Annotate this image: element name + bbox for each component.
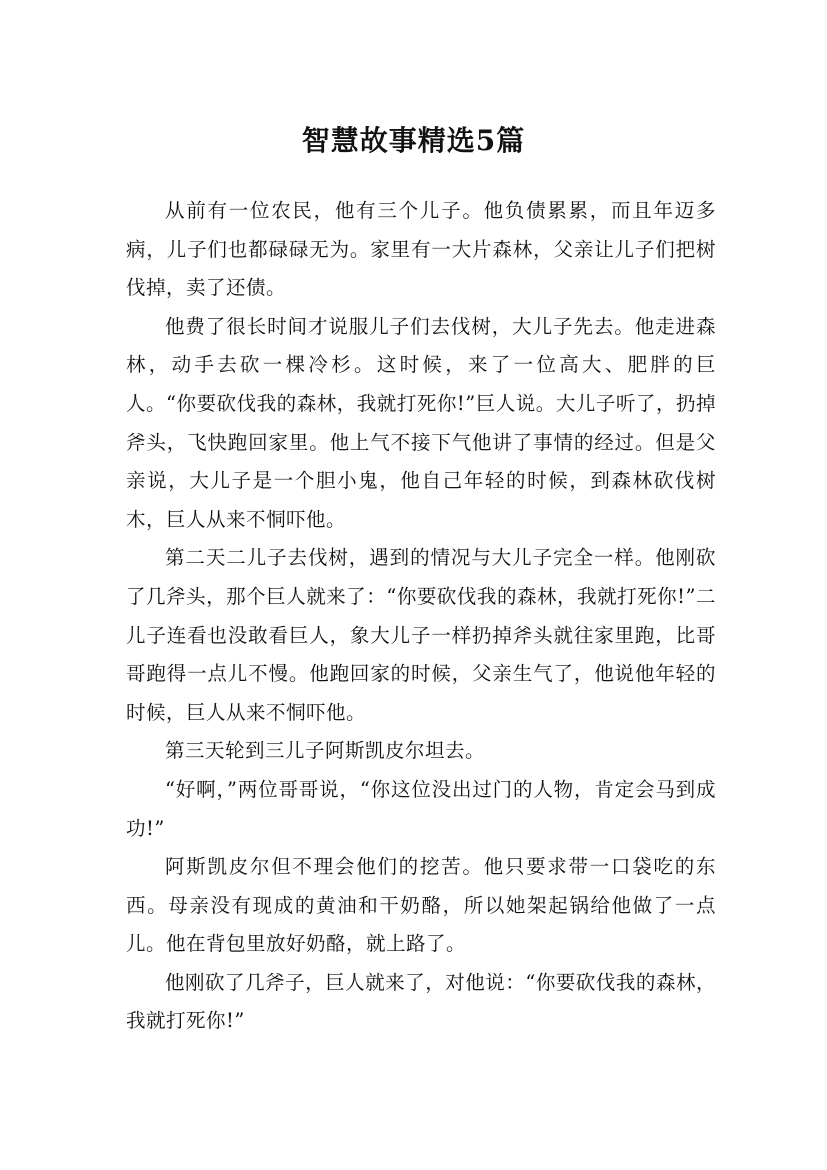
paragraph-1: 从前有一位农民，他有三个儿子。他负债累累，而且年迈多病，儿子们也都碌碌无为。家里有一大片森林，父亲让儿子们把树伐掉，卖了还债。	[126, 199, 716, 300]
paragraph-3: 第二天二儿子去伐树，遇到的情况与大儿子完全一样。他刚砍了几斧头，那个巨人就来了：“你要砍伐我的森林，我就打死你!”二儿子连看也没敢看巨人，象大儿子一样扔掉斧头就往家里跑，比哥哥跑得一点儿不慢。他跑回家的时候，父亲生气了，他说他年轻的时候，巨人从来不恫吓他。	[126, 546, 716, 724]
paragraph-7: 他刚砍了几斧子，巨人就来了，对他说：“你要砍伐我的森林，我就打死你!”	[126, 970, 716, 1033]
paragraph-6: 阿斯凯皮尔但不理会他们的挖苦。他只要求带一口袋吃的东西。母亲没有现成的黄油和干奶酪，所以她架起锅给他做了一点儿。他在背包里放好奶酪，就上路了。	[126, 855, 716, 956]
document-title: 智慧故事精选5篇	[301, 123, 526, 157]
document-body	[126, 192, 716, 1041]
paragraph-5: “好啊，”两位哥哥说，“你这位没出过门的人物，肯定会马到成功!”	[126, 777, 716, 840]
paragraph-2: 他费了很长时间才说服儿子们去伐树，大儿子先去。他走进森林，动手去砍一棵冷杉。这时候，来了一位高大、肥胖的巨人。“你要砍伐我的森林，我就打死你!”巨人说。大儿子听了，扔掉斧头，飞快跑回家里。他上气不接下气他讲了事情的经过。但是父亲说，大儿子是一个胆小鬼，他自己年轻的时候，到森林砍伐树木，巨人从来不恫吓他。	[126, 314, 716, 531]
paragraph-4: 第三天轮到三儿子阿斯凯皮尔坦去。	[165, 739, 486, 763]
